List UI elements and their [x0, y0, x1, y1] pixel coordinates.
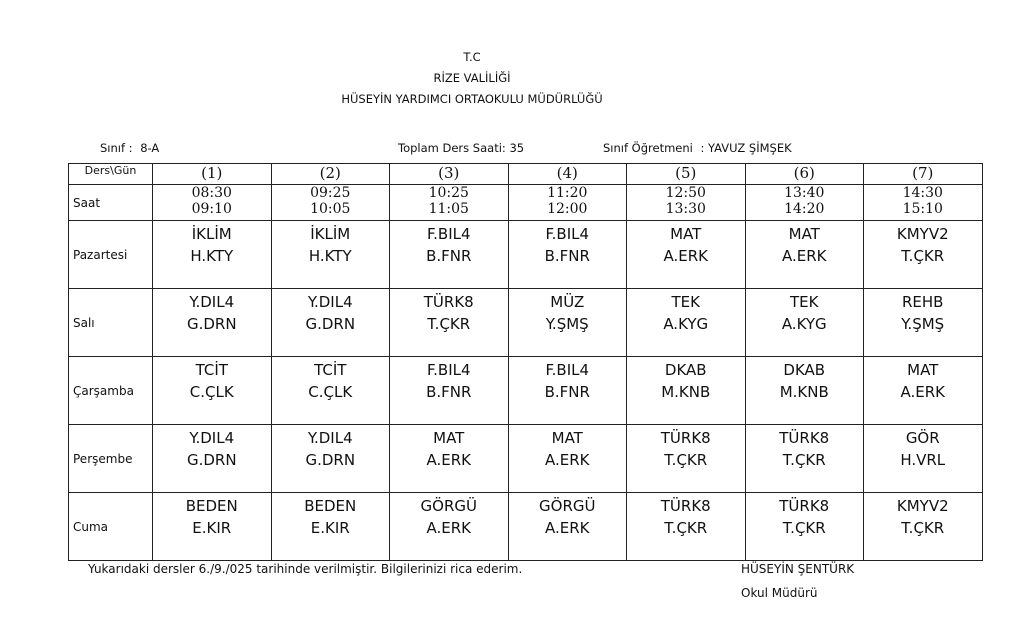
lesson-subject: MAT: [788, 225, 820, 243]
lesson-teacher: T.ÇKR: [901, 247, 945, 265]
period-number: (1): [153, 164, 272, 185]
lesson-cell: [745, 221, 864, 289]
lesson-subject: MÜZ: [550, 293, 585, 311]
period-time-cell: [864, 185, 983, 221]
principal-name: HÜSEYİN ŞENTÜRK: [741, 562, 855, 576]
lesson-teacher: E.KIR: [310, 519, 350, 537]
class-info: [100, 141, 159, 155]
lesson-subject: F.BIL4: [426, 361, 471, 379]
lesson-cell: [271, 425, 390, 493]
lesson-teacher: B.FNR: [426, 383, 472, 401]
time-row: [69, 185, 983, 221]
lesson-subject: TÜRK8: [779, 429, 830, 447]
lesson-cell: [627, 221, 746, 289]
day-row: [69, 425, 983, 493]
total-hours-value: : 35: [501, 141, 525, 155]
period-end-time: 12:00: [547, 201, 588, 217]
lesson-cell: [864, 493, 983, 561]
lesson-cell: [745, 357, 864, 425]
lesson-cell: [271, 289, 390, 357]
lesson-cell: [745, 289, 864, 357]
period-number: (3): [390, 164, 509, 185]
lesson-teacher: G.DRN: [186, 451, 237, 469]
lesson-subject: TÜRK8: [660, 429, 711, 447]
lesson-subject: İKLİM: [191, 225, 232, 243]
lesson-cell: [271, 221, 390, 289]
lesson-teacher: B.FNR: [426, 247, 472, 265]
lesson-subject: Y.DIL4: [189, 429, 235, 447]
lesson-subject: DKAB: [664, 361, 707, 379]
lesson-teacher: A.ERK: [781, 247, 827, 265]
lesson-teacher: G.DRN: [186, 315, 237, 333]
period-end-time: 14:20: [784, 201, 825, 217]
period-start-time: 14:30: [902, 185, 943, 201]
lesson-cell: [390, 289, 509, 357]
lesson-subject: MAT: [907, 361, 939, 379]
lesson-cell: [153, 493, 272, 561]
lesson-cell: [271, 493, 390, 561]
lesson-subject: GÖRGÜ: [539, 497, 596, 515]
period-start-time: 10:25: [428, 185, 469, 201]
lesson-subject: TEK: [790, 293, 819, 311]
lesson-teacher: H.KTY: [308, 247, 352, 265]
period-start-time: 12:50: [665, 185, 706, 201]
lesson-cell: [508, 493, 627, 561]
lesson-subject: BEDEN: [304, 497, 357, 515]
lesson-subject: TÜRK8: [423, 293, 474, 311]
day-name: Salı: [69, 289, 153, 357]
header-school-title: HÜSEYİN YARDIMCI ORTAOKULU MÜDÜRLÜĞÜ: [341, 92, 603, 106]
period-end-time: 15:10: [902, 201, 943, 217]
lesson-teacher: C.ÇLK: [189, 383, 234, 401]
lesson-teacher: H.VRL: [900, 451, 946, 469]
lesson-cell: [390, 357, 509, 425]
day-name: Çarşamba: [69, 357, 153, 425]
lesson-cell: [508, 289, 627, 357]
lesson-cell: [153, 289, 272, 357]
class-label: Sınıf :: [100, 141, 133, 155]
period-start-time: 08:30: [191, 185, 232, 201]
footer-note: Yukarıdaki dersler 6./9./025 tarihinde verilmiştir. Bilgilerinizi rica ederim.: [88, 562, 523, 576]
lesson-teacher: A.KYG: [781, 315, 827, 333]
lesson-cell: [508, 425, 627, 493]
lesson-subject: İKLİM: [310, 225, 351, 243]
total-hours-label: Toplam Ders Saati: [398, 141, 502, 155]
lesson-cell: [864, 221, 983, 289]
lesson-subject: KMYV2: [896, 225, 949, 243]
lesson-subject: F.BIL4: [545, 225, 590, 243]
lesson-subject: BEDEN: [185, 497, 238, 515]
lesson-cell: [745, 425, 864, 493]
lesson-subject: GÖRGÜ: [420, 497, 477, 515]
lesson-cell: [864, 425, 983, 493]
lesson-subject: GÖR: [905, 429, 940, 447]
corner-cell: Ders\Gün: [69, 164, 153, 185]
lesson-subject: REHB: [902, 293, 944, 311]
lesson-teacher: H.KTY: [190, 247, 234, 265]
day-name: Cuma: [69, 493, 153, 561]
period-number: (7): [864, 164, 983, 185]
class-value: 8-A: [140, 141, 160, 155]
lesson-subject: TCİT: [314, 361, 347, 379]
lesson-teacher: T.ÇKR: [782, 451, 826, 469]
lesson-subject: F.BIL4: [545, 361, 590, 379]
total-hours-info: [398, 141, 524, 155]
lesson-teacher: A.ERK: [900, 383, 945, 401]
lesson-cell: [153, 357, 272, 425]
lesson-cell: [864, 289, 983, 357]
lesson-subject: TCİT: [195, 361, 228, 379]
lesson-subject: TÜRK8: [660, 497, 711, 515]
period-end-time: 13:30: [665, 201, 706, 217]
period-time-cell: [627, 185, 746, 221]
lesson-cell: [745, 493, 864, 561]
period-end-time: 10:05: [310, 201, 351, 217]
day-row: [69, 357, 983, 425]
period-time-cell: [745, 185, 864, 221]
lesson-subject: MAT: [670, 225, 702, 243]
lesson-teacher: B.FNR: [544, 247, 590, 265]
day-row: [69, 221, 983, 289]
class-teacher-value: : YAVUZ ŞİMŞEK: [700, 141, 792, 155]
lesson-teacher: A.ERK: [544, 451, 590, 469]
lesson-cell: [390, 221, 509, 289]
period-time-cell: [508, 185, 627, 221]
lesson-subject: KMYV2: [896, 497, 949, 515]
period-number: (6): [745, 164, 864, 185]
lesson-teacher: T.ÇKR: [427, 315, 471, 333]
lesson-teacher: M.KNB: [661, 383, 711, 401]
period-number-row: [69, 164, 983, 185]
period-number: (5): [627, 164, 746, 185]
day-name: Pazartesi: [69, 221, 153, 289]
lesson-teacher: T.ÇKR: [664, 451, 708, 469]
period-end-time: 09:10: [191, 201, 232, 217]
lesson-teacher: A.ERK: [544, 519, 590, 537]
period-time-cell: [271, 185, 390, 221]
lesson-teacher: M.KNB: [779, 383, 829, 401]
lesson-subject: MAT: [433, 429, 465, 447]
period-number: (2): [271, 164, 390, 185]
lesson-cell: [271, 357, 390, 425]
lesson-teacher: T.ÇKR: [901, 519, 945, 537]
lesson-teacher: C.ÇLK: [308, 383, 353, 401]
lesson-cell: [864, 357, 983, 425]
lesson-subject: TEK: [671, 293, 700, 311]
lesson-subject: MAT: [551, 429, 583, 447]
lesson-teacher: A.KYG: [663, 315, 709, 333]
lesson-cell: [627, 425, 746, 493]
lesson-teacher: Y.ŞMŞ: [901, 315, 945, 333]
day-name: Perşembe: [69, 425, 153, 493]
lesson-cell: [153, 221, 272, 289]
lesson-cell: [627, 493, 746, 561]
lesson-cell: [508, 357, 627, 425]
lesson-subject: Y.DIL4: [307, 293, 353, 311]
principal-title: Okul Müdürü: [741, 586, 818, 600]
lesson-subject: F.BIL4: [426, 225, 471, 243]
lesson-teacher: T.ÇKR: [782, 519, 826, 537]
saat-label: Saat: [69, 185, 153, 221]
period-start-time: 13:40: [784, 185, 825, 201]
lesson-teacher: A.ERK: [426, 519, 471, 537]
lesson-subject: DKAB: [783, 361, 826, 379]
lesson-teacher: G.DRN: [305, 451, 356, 469]
lesson-cell: [153, 425, 272, 493]
lesson-cell: [627, 289, 746, 357]
class-teacher-label: Sınıf Öğretmeni: [603, 141, 693, 155]
header-governorship: RİZE VALİLİĞİ: [433, 71, 511, 85]
lesson-teacher: B.FNR: [544, 383, 590, 401]
lesson-teacher: T.ÇKR: [664, 519, 708, 537]
period-end-time: 11:05: [428, 201, 469, 217]
lesson-teacher: A.ERK: [663, 247, 708, 265]
lesson-subject: Y.DIL4: [189, 293, 235, 311]
lesson-cell: [508, 221, 627, 289]
lesson-teacher: Y.ŞMŞ: [545, 315, 589, 333]
day-row: [69, 493, 983, 561]
header-tc: T.C: [463, 50, 481, 64]
lesson-cell: [627, 357, 746, 425]
lesson-cell: [390, 493, 509, 561]
timetable: [68, 163, 983, 561]
lesson-teacher: G.DRN: [305, 315, 356, 333]
lesson-teacher: E.KIR: [192, 519, 232, 537]
lesson-cell: [390, 425, 509, 493]
lesson-teacher: A.ERK: [426, 451, 471, 469]
period-time-cell: [153, 185, 272, 221]
period-start-time: 09:25: [310, 185, 351, 201]
period-number: (4): [508, 164, 627, 185]
class-teacher-info: [603, 141, 792, 155]
period-start-time: 11:20: [547, 185, 588, 201]
day-row: [69, 289, 983, 357]
lesson-subject: TÜRK8: [779, 497, 830, 515]
lesson-subject: Y.DIL4: [307, 429, 353, 447]
period-time-cell: [390, 185, 509, 221]
